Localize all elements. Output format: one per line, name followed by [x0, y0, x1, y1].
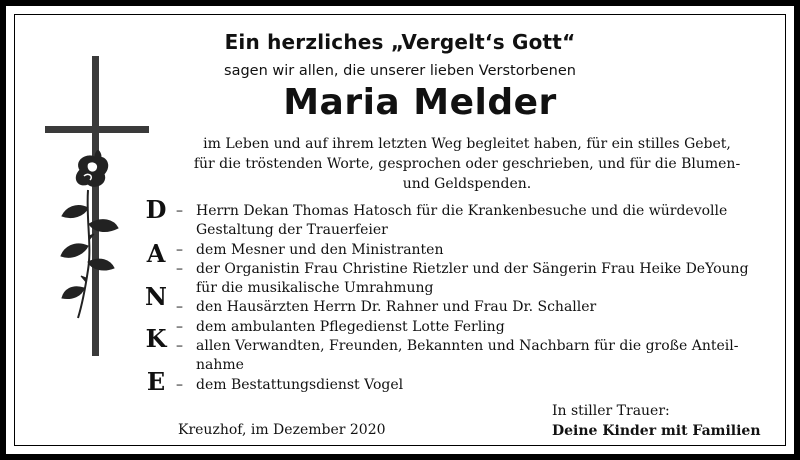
rose-icon: [58, 150, 124, 320]
dash: –: [176, 299, 183, 316]
dash: [176, 279, 196, 298]
intro-line: im Leben und auf ihrem letzten Weg begleitet haben, für ein stilles Gebet,: [203, 136, 731, 152]
list-item: [176, 318, 776, 337]
list-item: [176, 298, 776, 317]
dash: –: [176, 203, 183, 219]
mourning-label: In stiller Trauer:: [552, 403, 670, 419]
dash: –: [176, 338, 183, 355]
list-item-text: dem Bestattungsdienst Vogel: [196, 376, 404, 393]
list-item: [176, 202, 776, 221]
dash: –: [176, 241, 183, 258]
headline: Ein herzliches „Vergelt‘s Gott“: [224, 30, 576, 54]
list-item: [176, 337, 776, 356]
list-item-text: den Hausärzten Herrn Dr. Rahner und Frau Dr. Schaller: [196, 299, 597, 316]
dash: [176, 221, 196, 240]
list-item: [176, 221, 776, 240]
list-item: [176, 356, 776, 375]
subline: sagen wir allen, die unserer lieben Verstorbenen: [224, 63, 576, 79]
list-item: [176, 241, 776, 260]
dash: –: [176, 318, 183, 335]
danke-letter: E: [146, 367, 166, 396]
cross-bar: [45, 126, 149, 133]
list-item: [176, 279, 776, 298]
mourners: Deine Kinder mit Familien: [552, 422, 761, 439]
dash: [176, 356, 196, 375]
dash: –: [176, 376, 183, 393]
list-item-text: nahme: [196, 357, 244, 374]
list-item: [176, 260, 776, 279]
list-item-text: dem Mesner und den Ministranten: [196, 241, 444, 258]
list-item-text: Herrn Dekan Thomas Hatosch für die Krankenbesuche und die würdevolle: [196, 203, 728, 219]
mourning-block: [552, 402, 761, 441]
danke-letter: N: [145, 282, 167, 311]
list-item: [176, 376, 776, 395]
list-item-text: für die musikalische Umrahmung: [196, 280, 434, 297]
danke-letter: K: [145, 324, 167, 353]
deceased-name: Maria Melder: [283, 82, 557, 123]
thanks-list: [176, 202, 776, 395]
intro-line: für die tröstenden Worte, gesprochen oder geschrieben, und für die Blumen-: [193, 156, 741, 172]
intro-text: [172, 134, 762, 194]
dash: –: [176, 260, 183, 277]
danke-letter: D: [145, 195, 167, 224]
place-date: Kreuzhof, im Dezember 2020: [178, 422, 386, 438]
list-item-text: allen Verwandten, Freunden, Bekannten und Nachbarn für die große Anteil-: [196, 338, 739, 355]
intro-line: und Geldspenden.: [402, 176, 532, 192]
list-item-text: Gestaltung der Trauerfeier: [196, 222, 388, 239]
danke-letter: A: [146, 239, 166, 268]
list-item-text: dem ambulanten Pflegedienst Lotte Ferling: [196, 318, 505, 335]
list-item-text: der Organistin Frau Christine Rietzler und der Sängerin Frau Heike DeYoung: [196, 260, 749, 277]
